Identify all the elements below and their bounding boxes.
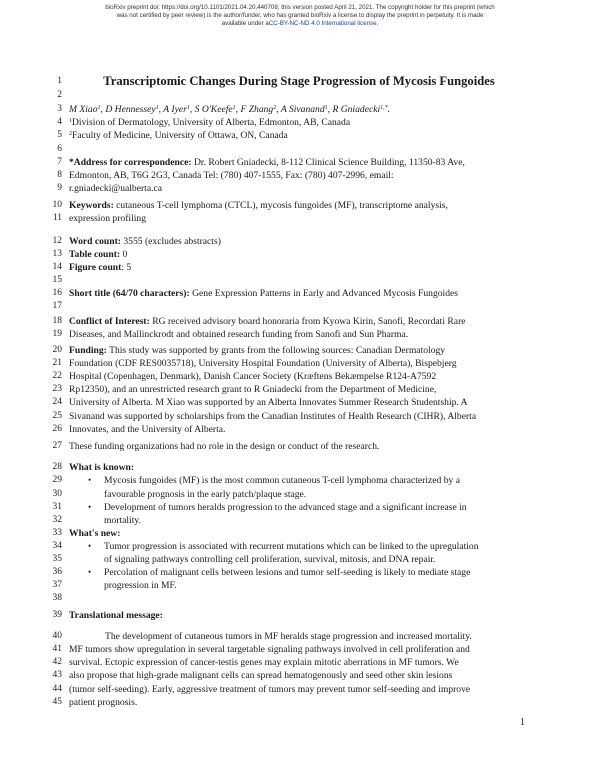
line-number: 15 xyxy=(52,275,62,285)
line-number: 3 xyxy=(57,104,62,114)
author: S O'Keefe xyxy=(194,104,233,115)
bullet-glyph: • xyxy=(88,475,92,485)
conflict-of-interest xyxy=(69,316,529,327)
license-link[interactable]: CC-BY-NC-ND 4.0 International license xyxy=(268,20,377,27)
author-separator: , xyxy=(327,104,333,115)
line-number: 14 xyxy=(52,262,62,272)
line-number: 25 xyxy=(52,411,62,421)
line-number: 18 xyxy=(52,316,62,326)
line-number: 13 xyxy=(52,249,62,259)
whats-new-heading: What's new: xyxy=(69,528,121,539)
affiliation-mark: 2 xyxy=(273,105,277,111)
bullet-glyph: • xyxy=(88,567,92,577)
bullet-text: Development of tumors heralds progression to the advanced stage and a significant increase in xyxy=(104,502,467,513)
line-number: 29 xyxy=(52,475,62,485)
line-number: 42 xyxy=(52,657,62,667)
line-number: 16 xyxy=(52,288,62,298)
bullet-text: mortality. xyxy=(104,515,141,526)
translational-heading: Translational message: xyxy=(69,610,163,621)
table-count-value: 0 xyxy=(120,249,128,260)
translational-line: also propose that high-grade malignant cells can spread hematogenously and seed other skin lesions xyxy=(69,670,453,681)
word-count-value: 3555 (excludes abstracts) xyxy=(120,236,221,247)
paper-title: Transcriptomic Changes During Stage Progression of Mycosis Fungoides xyxy=(103,74,495,88)
header-line-3-suffix: . xyxy=(376,20,379,27)
line-number: 12 xyxy=(52,236,62,246)
funding-line: Sivanand was supported by scholarships from the Canadian Institutes of Health Research (CIHR), Alberta xyxy=(69,411,477,422)
affiliation-number: 1 xyxy=(69,118,72,124)
author-list-end: . xyxy=(387,104,391,115)
affiliation-mark: 1 xyxy=(155,105,159,111)
line-number: 19 xyxy=(52,329,62,339)
funding-line: Hospital (Copenhagen, Denmark), Danish Cancer Society (Kræftens Bekæmpelse R124-A7592 xyxy=(69,371,437,382)
funding xyxy=(69,345,529,356)
line-number: 37 xyxy=(52,580,62,590)
line-number: 22 xyxy=(52,371,62,381)
line-number: 10 xyxy=(52,200,62,210)
header-line-3-prefix: available under a xyxy=(221,20,269,27)
author-separator: , xyxy=(100,104,106,115)
line-number: 20 xyxy=(52,345,62,355)
line-number: 40 xyxy=(52,631,62,641)
translational-line: The development of cutaneous tumors in MF heralds stage progression and increased mortality. xyxy=(105,631,472,642)
funding-note: These funding organizations had no role in the design or conduct of the research. xyxy=(69,441,380,452)
funding-label: Funding: xyxy=(69,345,107,356)
word-count xyxy=(69,236,529,247)
affiliation-mark: 1 xyxy=(97,105,101,111)
line-number: 36 xyxy=(52,567,62,577)
affiliation xyxy=(69,117,529,128)
author: A Sivanand xyxy=(280,104,325,115)
funding-text: This study was supported by grants from the following sources: Canadian Dermatology xyxy=(106,345,446,356)
header-line-3 xyxy=(0,20,600,28)
author-list xyxy=(69,104,529,115)
line-number: 23 xyxy=(52,384,62,394)
affiliation-mark: 1,* xyxy=(380,105,388,111)
line-number: 35 xyxy=(52,554,62,564)
translational-line: MF tumors show upregulation in several targetable signaling pathways involved in cell proliferation and xyxy=(69,644,470,655)
short-title xyxy=(69,288,529,299)
funding-line: Foundation (CDF RES0035718), University Hospital Foundation (University of Alberta), Bispebjerg xyxy=(69,358,457,369)
author-separator: , xyxy=(276,104,281,115)
line-number: 26 xyxy=(52,424,62,434)
line-number: 27 xyxy=(52,441,62,451)
line-number: 39 xyxy=(52,610,62,620)
line-number: 8 xyxy=(57,170,62,180)
header-line-2: was not certified by peer review) is the author/funder, who has granted bioRxiv a license to display the preprint in perpetuity. It is made xyxy=(116,12,484,19)
author-separator: , xyxy=(189,104,195,115)
line-number: 4 xyxy=(57,117,62,127)
short-title-label: Short title (64/70 characters): xyxy=(69,288,190,299)
author: R Gniadecki xyxy=(332,104,381,115)
bullet-text: Percolation of malignant cells between lesions and tumor self-seeding is likely to mediate stage xyxy=(104,567,471,578)
preprint-header xyxy=(0,4,600,28)
figure-count-value: : 5 xyxy=(121,262,132,273)
page-number: 1 xyxy=(520,717,525,728)
correspondence-line-2: Edmonton, AB, T6G 2G3, Canada Tel: (780) 407-1555, Fax: (780) 407-2996, email: xyxy=(69,170,394,181)
keywords-label: Keywords: xyxy=(69,200,114,211)
translational-line: survival. Ectopic expression of cancer-testis genes may explain mitotic aberrations in MF tumors. We xyxy=(69,657,459,668)
short-title-value: Gene Expression Patterns in Early and Advanced Mycosis Fungoides xyxy=(189,288,458,299)
correspondence-email: r.gniadecki@ualberta.ca xyxy=(69,183,162,194)
affiliation-number: 2 xyxy=(69,131,72,137)
affiliation-mark: 1 xyxy=(186,105,190,111)
line-number: 21 xyxy=(52,358,62,368)
figure-count xyxy=(69,262,529,273)
correspondence-text: Dr. Robert Gniadecki, 8-112 Clinical Science Building, 11350-83 Ave, xyxy=(191,157,465,168)
table-count-label: Table count: xyxy=(69,249,121,260)
line-number: 17 xyxy=(52,301,62,311)
conflict-line-2: Diseases, and Mallinckrodt and obtained research funding from Sanofi and Sun Pharma. xyxy=(69,329,409,340)
line-number: 38 xyxy=(52,593,62,603)
line-number: 30 xyxy=(52,489,62,499)
translational-line: patient prognosis. xyxy=(69,697,138,708)
author: A Iyer xyxy=(163,104,187,115)
affiliation xyxy=(69,130,529,141)
affiliation-mark: 1 xyxy=(232,105,236,111)
line-number: 33 xyxy=(52,528,62,538)
line-number: 31 xyxy=(52,502,62,512)
bullet-text: progression in MF. xyxy=(104,580,177,591)
what-is-known-heading: What is known: xyxy=(69,462,135,473)
bullet-text: Tumor progression is associated with recurrent mutations which can be linked to the upregulation xyxy=(104,541,479,552)
author: D Hennessey xyxy=(105,104,156,115)
author: M Xiao xyxy=(69,104,98,115)
line-number: 34 xyxy=(52,541,62,551)
bullet-text: favourable prognosis in the early patch/plaque stage. xyxy=(104,489,307,500)
correspondence xyxy=(69,157,529,168)
figure-count-label: Figure count xyxy=(69,262,122,273)
conflict-text: RG received advisory board honoraria from Kyowa Kirin, Sanofi, Recordati Rare xyxy=(149,316,466,327)
line-number: 43 xyxy=(52,670,62,680)
line-number: 45 xyxy=(52,697,62,707)
correspondence-label: *Address for correspondence: xyxy=(69,157,192,168)
word-count-label: Word count: xyxy=(69,236,121,247)
bullet-text: Mycosis fungoides (MF) is the most common cutaneous T-cell lymphoma characterized by a xyxy=(104,475,460,486)
affiliation-mark: 1 xyxy=(324,105,328,111)
bullet-glyph: • xyxy=(88,502,92,512)
line-number: 6 xyxy=(57,144,62,154)
keywords-text: cutaneous T-cell lymphoma (CTCL), mycosis fungoides (MF), transcriptome analysis, xyxy=(113,200,448,211)
translational-line: (tumor self-seeding). Early, aggressive treatment of tumors may prevent tumor self-seeding and improve xyxy=(69,684,471,695)
line-number: 44 xyxy=(52,684,62,694)
line-number: 41 xyxy=(52,644,62,654)
author: F Zhang xyxy=(240,104,274,115)
line-number: 5 xyxy=(57,130,62,140)
funding-line: Innovates, and the University of Alberta. xyxy=(69,424,226,435)
affiliation-text: Faculty of Medicine, University of Ottawa, ON, Canada xyxy=(72,130,288,141)
line-number: 9 xyxy=(57,183,62,193)
conflict-label: Conflict of Interest: xyxy=(69,316,150,327)
keywords xyxy=(69,200,529,211)
line-number: 7 xyxy=(57,157,62,167)
funding-line: Rp12350), and an unrestricted research grant to R Gniadecki from the Department of Medicine, xyxy=(69,384,437,395)
bullet-glyph: • xyxy=(88,541,92,551)
line-number: 32 xyxy=(52,515,62,525)
line-number: 2 xyxy=(57,90,62,100)
author-separator: , xyxy=(158,104,164,115)
table-count xyxy=(69,249,529,260)
line-number: 11 xyxy=(52,213,62,223)
bullet-text: of signaling pathways controlling cell proliferation, survival, mitosis, and DNA repair. xyxy=(104,554,436,565)
line-number: 28 xyxy=(52,462,62,472)
affiliation-text: Division of Dermatology, University of Alberta, Edmonton, AB, Canada xyxy=(72,117,351,128)
line-number: 24 xyxy=(52,397,62,407)
keywords-line-2: expression profiling xyxy=(69,213,147,224)
author-separator: , xyxy=(235,104,241,115)
header-line-1: bioRxiv preprint doi: https://doi.org/10.1101/2021.04.20.440708; this version posted April 21, 2021. The copyright holder for this preprint (which xyxy=(105,4,495,11)
funding-line: University of Alberta. M Xiao was supported by an Alberta Innovates Summer Research Studentship. A xyxy=(69,397,468,408)
line-number: 1 xyxy=(57,76,62,86)
